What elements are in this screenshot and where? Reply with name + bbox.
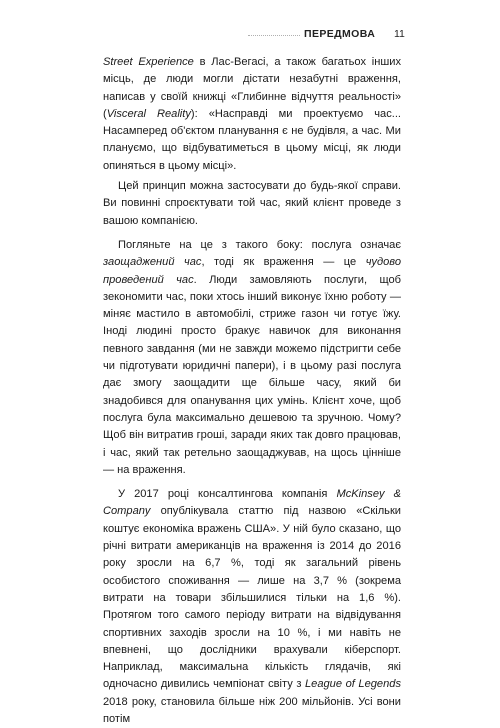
italic-text-run: McKinsey & Company [103,488,401,518]
text-run: Погляньте на це з такого боку: послуга означає [118,238,401,251]
text-run: Цей принцип можна застосувати до будь-якої справи. Ви повинні спроєктувати той час, який клієнт проведе з вашою компанією. [103,180,401,227]
text-run: ): «Насправді ми проектуємо час... Насамперед об'єктом планування є не будівля, а час. Ми плануємо, що відбуватиметься в цьому місці, як люди опиняться в цьому місці». [103,107,401,172]
paragraph [103,178,401,230]
italic-text-run: заощаджений час [103,256,202,269]
page-number: 11 [394,28,405,40]
text-run: в Лас-Вегасі, а також багатьох інших місць, де люди могли дістати незабутні враження, написав у своїй книжці «Глибинне відчуття реальності» ( [103,56,402,120]
paragraph [103,486,401,728]
chapter-title: ПЕРЕДМОВА [304,28,376,40]
italic-text-run: Street Experience [103,56,194,68]
running-header [0,28,500,44]
italic-text-run: League of Legends [305,678,401,691]
italic-text-run: чудово проведений час [103,256,401,286]
text-run: , тоді як враження — це [201,256,366,269]
text-run: У 2017 році консалтингова компанія [118,488,337,501]
italic-text-run: Visceral Reality [106,107,191,120]
text-run: . Люди замовляють послуги, щоб зекономити час, поки хтось інший виконує їхню роботу — міняє мастило в автомобілі, стриже газон чи готує їжу. Іноді людині просто бракує навичок для виконання певного завдання (ми не завжди можемо підстригти себе чи підготувати юридичні папери), і в цьому разі послуга дає змогу заощадити ще більше часу, який би знадобився для опанування цих умінь. Клієнт хоче, щоб послуга була максимально дешевою та зручною. Чому? Щоб він витратив гроші, заради яких так довго працював, і час, який так ретельно заощаджував, на щось цінніше — на враження. [103,273,401,476]
paragraph [103,237,401,479]
paragraph [103,54,401,175]
text-run: опублікувала статтю під назвою «Скільки коштує економіка вражень США». У ній було сказано, що річні витрати американців на враження із 2014 до 2016 року зросли на 6,7 %, тоді як загальний рівень особистого споживання — лише на 3,7 % (зокрема витрати на товари збільшилися тільки на 1,6 %). Протягом того самого періоду витрати на відвідування спортивних заходів зросли на 10 %, і ми навіть не впевнені, що дослідники врахували кіберспорт. Наприклад, максимальна кількість глядачів, які одночасно дивились чемпіонат світу з [103,505,401,691]
text-run: 2018 року, становила більше ніж 200 мільйонів. Усі вони потім [103,695,401,725]
body-text [103,54,401,728]
header-dotted-rule [248,35,300,36]
